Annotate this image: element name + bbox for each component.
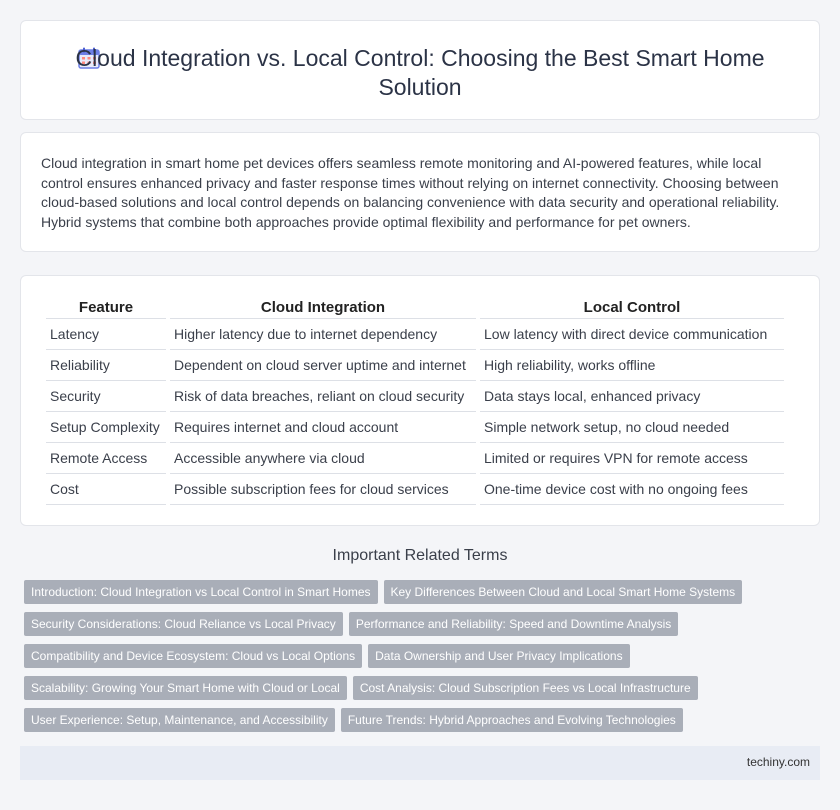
- page-title: Cloud Integration vs. Local Control: Choosing the Best Smart Home Solution: [75, 45, 765, 100]
- table-row: [46, 443, 784, 474]
- footer: [20, 746, 820, 780]
- related-terms-row: [24, 612, 684, 636]
- table-row: [46, 412, 784, 443]
- header-card: [20, 20, 820, 120]
- related-terms-row: [24, 676, 704, 700]
- related-terms-row: [24, 580, 748, 604]
- cell-feature: Setup Complexity: [46, 412, 166, 443]
- table-row: [46, 319, 784, 350]
- cell-feature: Security: [46, 381, 166, 412]
- table-row: [46, 381, 784, 412]
- cell-local: Data stays local, enhanced privacy: [480, 381, 784, 412]
- comparison-table: [42, 293, 788, 505]
- related-term-tag[interactable]: Future Trends: Hybrid Approaches and Evolving Technologies: [341, 708, 683, 732]
- comparison-card: [20, 275, 820, 526]
- cell-cloud: Dependent on cloud server uptime and internet: [170, 350, 476, 381]
- cell-cloud: Possible subscription fees for cloud services: [170, 474, 476, 505]
- intro-card: [20, 132, 820, 252]
- table-row: [46, 350, 784, 381]
- related-terms-row: [24, 644, 636, 668]
- related-term-tag[interactable]: Performance and Reliability: Speed and Downtime Analysis: [349, 612, 679, 636]
- table-row: [46, 474, 784, 505]
- cell-feature: Reliability: [46, 350, 166, 381]
- related-term-tag[interactable]: Cost Analysis: Cloud Subscription Fees vs Local Infrastructure: [353, 676, 698, 700]
- cell-cloud: Requires internet and cloud account: [170, 412, 476, 443]
- cell-cloud: Risk of data breaches, reliant on cloud security: [170, 381, 476, 412]
- cell-local: Low latency with direct device communication: [480, 319, 784, 350]
- cell-local: High reliability, works offline: [480, 350, 784, 381]
- related-term-tag[interactable]: Compatibility and Device Ecosystem: Cloud vs Local Options: [24, 644, 362, 668]
- related-term-tag[interactable]: User Experience: Setup, Maintenance, and Accessibility: [24, 708, 335, 732]
- related-terms-row: [24, 708, 689, 732]
- cell-feature: Remote Access: [46, 443, 166, 474]
- cell-local: Limited or requires VPN for remote access: [480, 443, 784, 474]
- cell-local: Simple network setup, no cloud needed: [480, 412, 784, 443]
- related-term-tag[interactable]: Data Ownership and User Privacy Implications: [368, 644, 629, 668]
- related-terms-title: Important Related Terms: [332, 547, 508, 564]
- footer-site-link[interactable]: techiny.com: [746, 755, 810, 769]
- intro-text: Cloud integration in smart home pet devices offers seamless remote monitoring and AI-powered features, while local control ensures enhanced privacy and faster response times without relying on internet connectivity. Choosing between cloud-based solutions and local control depends on balancing convenience with data security and operational reliability. Hybrid systems that combine both approaches provide optimal flexibility and performance for pet owners.: [41, 155, 780, 230]
- header-local: Local Control: [480, 293, 784, 319]
- related-term-tag[interactable]: Key Differences Between Cloud and Local Smart Home Systems: [384, 580, 743, 604]
- header-cloud: Cloud Integration: [170, 293, 476, 319]
- cell-cloud: Higher latency due to internet dependency: [170, 319, 476, 350]
- cell-feature: Latency: [46, 319, 166, 350]
- cell-feature: Cost: [46, 474, 166, 505]
- table-header-row: [46, 293, 784, 319]
- header-feature: Feature: [46, 293, 166, 319]
- related-term-tag[interactable]: Security Considerations: Cloud Reliance vs Local Privacy: [24, 612, 343, 636]
- related-term-tag[interactable]: Introduction: Cloud Integration vs Local Control in Smart Homes: [24, 580, 378, 604]
- cell-cloud: Accessible anywhere via cloud: [170, 443, 476, 474]
- related-term-tag[interactable]: Scalability: Growing Your Smart Home with Cloud or Local: [24, 676, 347, 700]
- cell-local: One-time device cost with no ongoing fees: [480, 474, 784, 505]
